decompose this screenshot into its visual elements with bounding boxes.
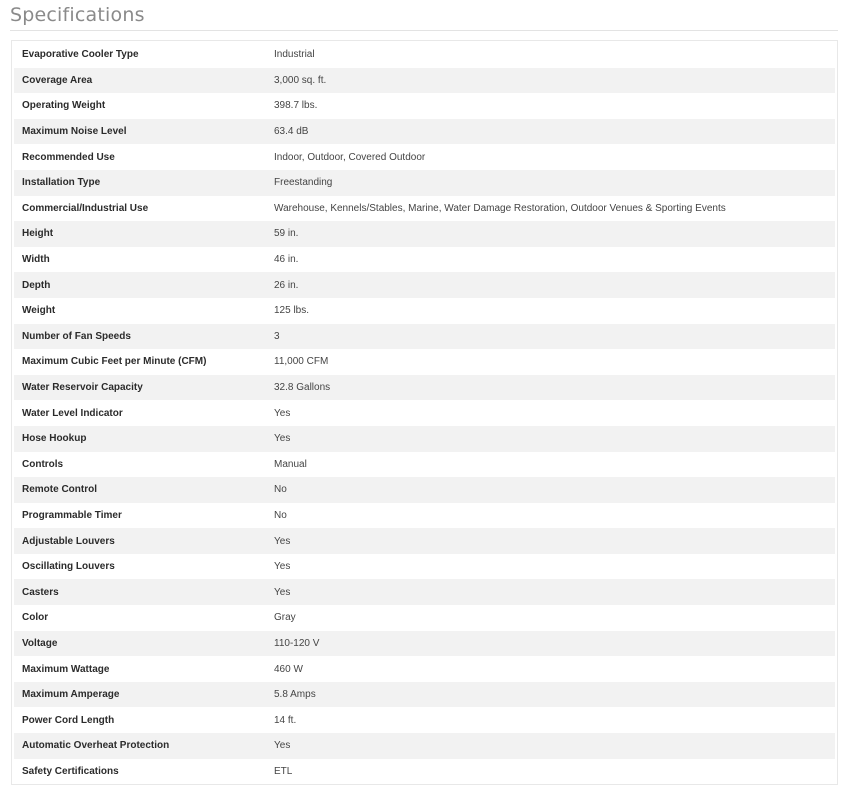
- spec-label: Coverage Area: [22, 74, 93, 86]
- spec-label: Casters: [22, 586, 59, 598]
- spec-value: Warehouse, Kennels/Stables, Marine, Water Damage Restoration, Outdoor Venues & Sporting Events: [274, 202, 726, 214]
- spec-label: Hose Hookup: [22, 433, 87, 445]
- spec-value: Manual: [274, 458, 307, 470]
- spec-row: [14, 400, 835, 426]
- spec-value: 46 in.: [274, 254, 299, 266]
- spec-value: 63.4 dB: [274, 126, 309, 138]
- spec-value: 26 in.: [274, 279, 299, 291]
- spec-row: [14, 682, 835, 708]
- spec-row: [14, 759, 835, 785]
- spec-label: Programmable Timer: [22, 509, 122, 521]
- spec-label: Power Cord Length: [22, 714, 115, 726]
- spec-value: Industrial: [274, 49, 315, 61]
- spec-value: Freestanding: [274, 177, 333, 189]
- spec-value: 5.8 Amps: [274, 689, 316, 701]
- spec-value: 460 W: [274, 663, 303, 675]
- spec-row: [14, 68, 835, 94]
- spec-label: Adjustable Louvers: [22, 535, 115, 547]
- spec-row: [14, 221, 835, 247]
- spec-value: Yes: [274, 740, 291, 752]
- spec-label: Height: [22, 228, 54, 240]
- spec-row: [14, 707, 835, 733]
- spec-value: Yes: [274, 433, 291, 445]
- spec-label: Number of Fan Speeds: [22, 330, 131, 342]
- spec-label: Evaporative Cooler Type: [22, 49, 139, 61]
- spec-label: Oscillating Louvers: [22, 561, 115, 573]
- spec-value: 398.7 lbs.: [274, 100, 318, 112]
- spec-value: Yes: [274, 586, 291, 598]
- spec-value: 11,000 CFM: [274, 356, 329, 368]
- section-title: Specifications: [10, 4, 145, 26]
- spec-label: Width: [22, 254, 50, 266]
- spec-value: 3,000 sq. ft.: [274, 74, 327, 86]
- spec-label: Weight: [22, 305, 56, 317]
- spec-value: 125 lbs.: [274, 305, 310, 317]
- spec-row: [14, 93, 835, 119]
- spec-row: [14, 452, 835, 478]
- spec-value: Yes: [274, 407, 291, 419]
- spec-label: Safety Certifications: [22, 765, 119, 777]
- spec-value: 110-120 V: [274, 637, 320, 649]
- spec-label: Operating Weight: [22, 100, 106, 112]
- spec-value: 14 ft.: [274, 714, 297, 726]
- spec-label: Maximum Cubic Feet per Minute (CFM): [22, 356, 207, 368]
- spec-label: Controls: [22, 458, 64, 470]
- spec-row: [14, 477, 835, 503]
- spec-label: Commercial/Industrial Use: [22, 202, 149, 214]
- spec-label: Voltage: [22, 637, 58, 649]
- spec-row: [14, 733, 835, 759]
- spec-label: Depth: [22, 279, 51, 291]
- spec-row: [14, 579, 835, 605]
- spec-row: [14, 324, 835, 350]
- spec-row: [14, 656, 835, 682]
- section-divider: [10, 30, 838, 31]
- spec-row: [14, 272, 835, 298]
- spec-row: [14, 554, 835, 580]
- spec-label: Water Reservoir Capacity: [22, 382, 143, 394]
- spec-label: Installation Type: [22, 177, 101, 189]
- spec-label: Water Level Indicator: [22, 407, 123, 419]
- spec-label: Maximum Amperage: [22, 689, 120, 701]
- spec-row: [14, 631, 835, 657]
- spec-label: Recommended Use: [22, 151, 115, 163]
- spec-row: [14, 426, 835, 452]
- spec-label: Color: [22, 612, 49, 624]
- spec-row: [14, 349, 835, 375]
- spec-row: [14, 247, 835, 273]
- spec-label: Maximum Wattage: [22, 663, 110, 675]
- spec-row: [14, 528, 835, 554]
- spec-row: [14, 503, 835, 529]
- spec-value: Yes: [274, 561, 291, 573]
- spec-label: Maximum Noise Level: [22, 126, 127, 138]
- spec-value: No: [274, 484, 287, 496]
- spec-row: [14, 375, 835, 401]
- spec-row: [14, 119, 835, 145]
- spec-value: Gray: [274, 612, 296, 624]
- spec-value: Indoor, Outdoor, Covered Outdoor: [274, 151, 426, 163]
- spec-value: No: [274, 509, 287, 521]
- specifications-table: [11, 40, 838, 785]
- spec-value: 3: [274, 330, 280, 342]
- spec-row: [14, 42, 835, 68]
- spec-value: Yes: [274, 535, 291, 547]
- spec-value: ETL: [274, 765, 293, 777]
- spec-row: [14, 605, 835, 631]
- spec-row: [14, 144, 835, 170]
- spec-row: [14, 170, 835, 196]
- spec-row: [14, 298, 835, 324]
- spec-label: Remote Control: [22, 484, 97, 496]
- spec-row: [14, 196, 835, 222]
- spec-value: 32.8 Gallons: [274, 382, 331, 394]
- spec-label: Automatic Overheat Protection: [22, 740, 170, 752]
- spec-value: 59 in.: [274, 228, 299, 240]
